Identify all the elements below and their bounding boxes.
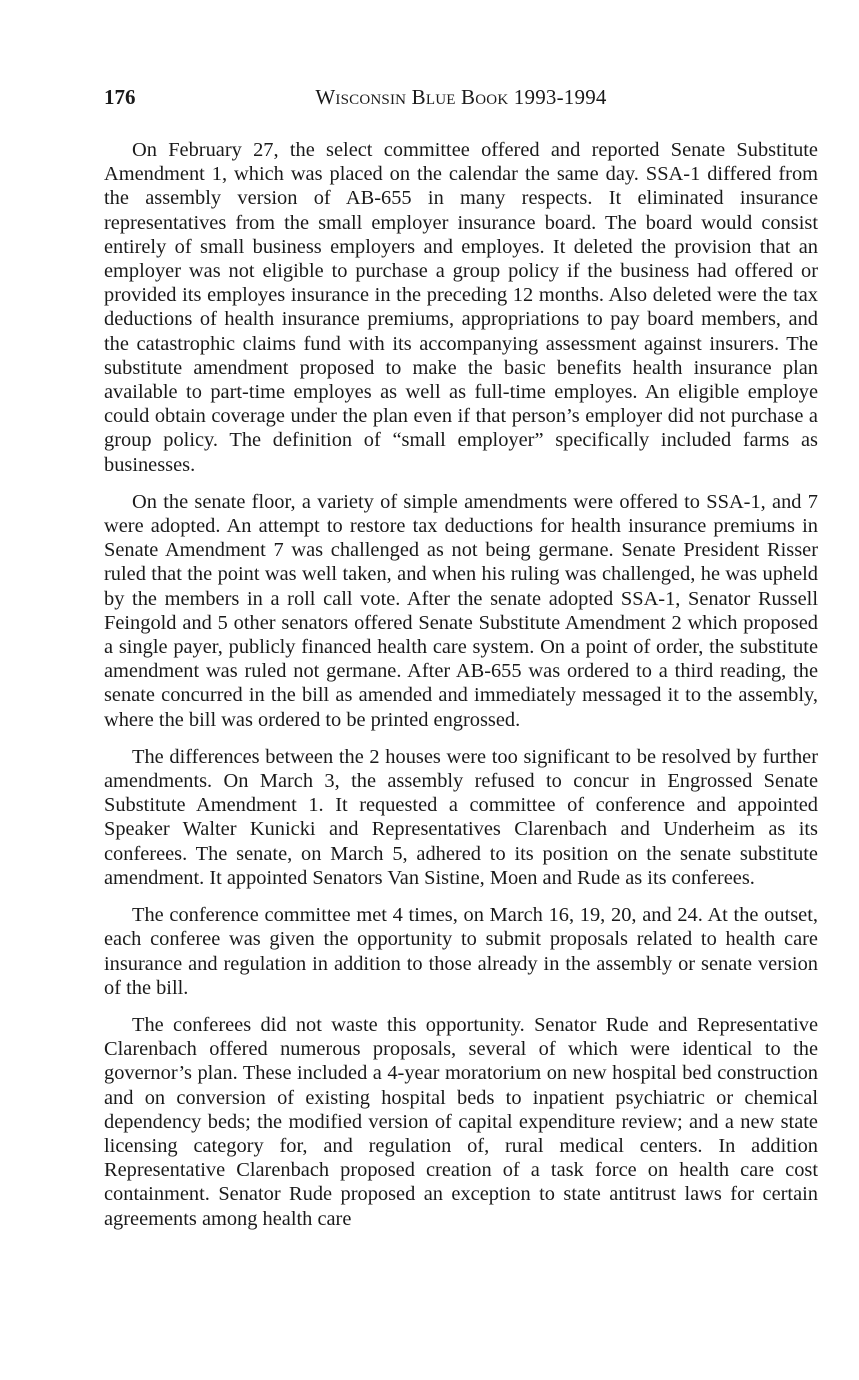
body-text	[104, 138, 818, 1231]
running-title-text: Wisconsin Blue Book 1993-1994	[315, 85, 607, 109]
paragraph-4: The conference committee met 4 times, on March 16, 19, 20, and 24. At the outset, each conferee was given the opportunity to submit proposals related to health care insurance and regulation in addition to those already in the assembly or senate version of the bill.	[104, 904, 818, 999]
running-title	[104, 82, 818, 112]
paragraph-5: The conferees did not waste this opportunity. Senator Rude and Representative Clarenbach offered numerous proposals, several of which were identical to the governor’s plan. These included a 4-year moratorium on new hospital bed construction and on conversion of existing hospital beds to inpatient psychiatric or chemical dependency beds; the modified version of capital expenditure review; and a new state licensing category for, and regulation of, rural medical centers. In addition Representative Clarenbach proposed creation of a task force on health care cost containment. Senator Rude proposed an exception to state antitrust laws for certain agreements among health care	[104, 1013, 818, 1230]
paragraph-3: The differences between the 2 houses were too significant to be resolved by further amendments. On March 3, the assembly refused to concur in Engrossed Senate Substitute Amendment 1. It requested a committee of conference and appointed Speaker Walter Kunicki and Representatives Clarenbach and Underheim as its conferees. The senate, on March 5, adhered to its position on the senate substitute amendment. It appointed Senators Van Sistine, Moen and Rude as its conferees.	[104, 745, 818, 889]
paragraph-2: On the senate floor, a variety of simple amendments were offered to SSA-1, and 7 were adopted. An attempt to restore tax deductions for health insurance premiums in Senate Amendment 7 was challenged as not being germane. Senate President Risser ruled that the point was well taken, and when his ruling was challenged, he was upheld by the members in a roll call vote. After the senate adopted SSA-1, Senator Russell Feingold and 5 other senators offered Senate Substitute Amendment 2 which proposed a single payer, publicly financed health care system. On a point of order, the substitute amendment was ruled not germane. After AB-655 was ordered to a third reading, the senate concurred in the bill as amended and immediately messaged it to the assembly, where the bill was ordered to be printed engrossed.	[104, 490, 818, 731]
paragraph-1: On February 27, the select committee offered and reported Senate Substitute Amendment 1, which was placed on the calendar the same day. SSA-1 differed from the assembly version of AB-655 in many respects. It eliminated insurance representatives from the small employer insurance board. The board would consist entirely of small business employers and employes. It deleted the provision that an employer was not eligible to purchase a group policy if the business had offered or provided its employes insurance in the preceding 12 months. Also deleted were the tax deductions of health insurance premiums, appropriations to pay board members, and the catastrophic claims fund with its accompanying assessment against insurers. The substitute amendment proposed to make the basic benefits health insurance plan available to part-time employes as well as full-time employes. An eligible employe could obtain coverage under the plan even if that person’s employer did not purchase a group policy. The definition of “small employer” specifically included farms as businesses.	[104, 139, 818, 476]
document-page	[104, 82, 818, 1244]
running-head	[104, 82, 818, 112]
page-number: 176	[104, 85, 136, 109]
